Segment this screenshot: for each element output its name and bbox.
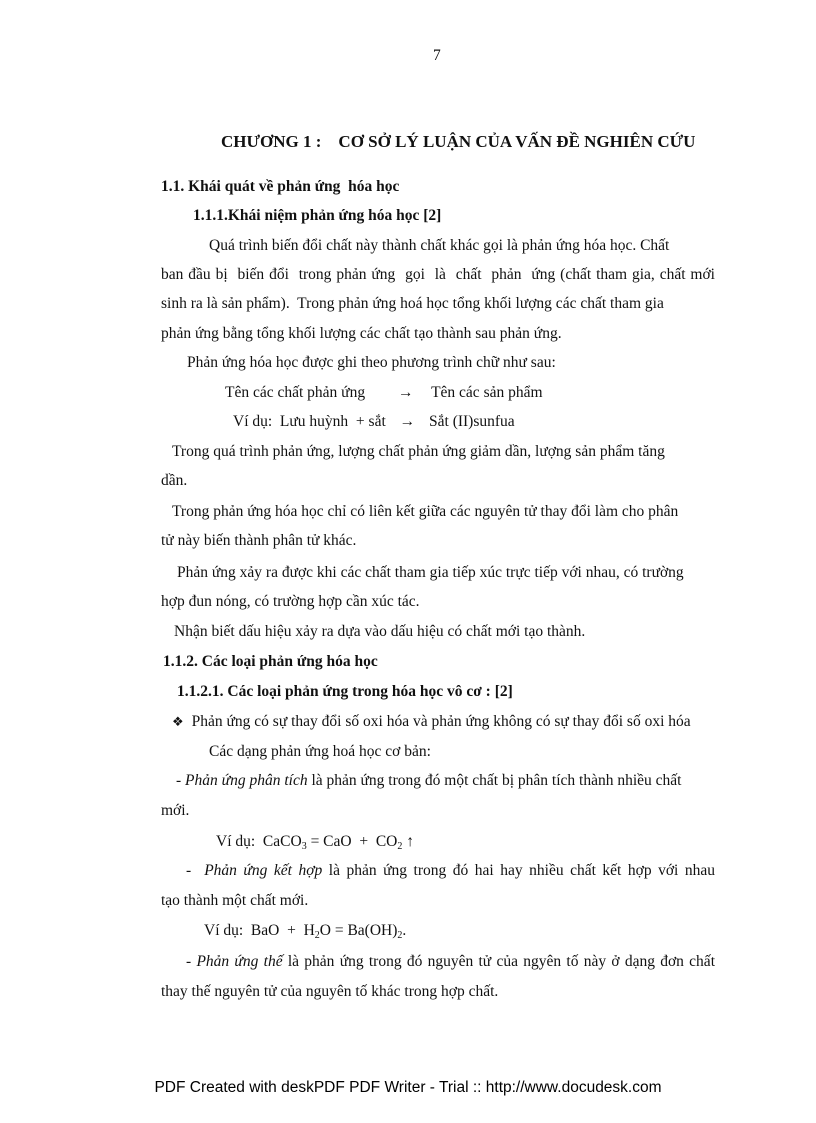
equation-reactants: Tên các chất phản ứng — [225, 384, 366, 401]
example-suffix: ↑ — [402, 833, 414, 850]
subscript: 2 — [314, 930, 320, 941]
example-prefix: Ví dụ: CaCO — [216, 833, 302, 850]
list-dash: - — [186, 862, 205, 879]
definition-combination — [186, 861, 715, 881]
example-mid: = CaO + CO — [306, 833, 398, 850]
example-reactants: Ví dụ: Lưu huỳnh + sắt — [233, 413, 386, 430]
paragraph-line: hợp đun nóng, có trường hợp cần xúc tác. — [161, 593, 420, 610]
paragraph-line: tạo thành một chất mới. — [161, 892, 309, 909]
subscript: 2 — [397, 930, 403, 941]
paragraph-line: Trong phản ứng hóa học chỉ có liên kết giữa các nguyên tử thay đổi làm cho phân — [172, 503, 679, 520]
arrow-icon: → — [399, 413, 416, 430]
pdf-watermark-footer: PDF Created with deskPDF PDF Writer - Trial :: http://www.docudesk.com — [154, 1079, 662, 1096]
paragraph-line: sinh ra là sản phẩm). Trong phản ứng hoá học tổng khối lượng các chất tham gia — [161, 295, 664, 312]
list-dash: - — [176, 772, 186, 789]
paragraph-line: Các dạng phản ứng hoá học cơ bản: — [209, 743, 431, 760]
example-prefix: Ví dụ: BaO + H — [204, 922, 315, 939]
arrow-icon: → — [397, 384, 414, 401]
definition-decomposition — [176, 771, 681, 791]
example-suffix: . — [402, 922, 407, 939]
paragraph-line: Quá trình biến đổi chất này thành chất khác gọi là phản ứng hóa học. Chất — [209, 237, 670, 254]
paragraph-line: Nhận biết dấu hiệu xảy ra dựa vào dấu hiệu có chất mới tạo thành. — [174, 623, 586, 640]
definition-substitution — [186, 952, 715, 972]
page-number: 7 — [433, 47, 441, 64]
paragraph-line: tử này biến thành phân tử khác. — [161, 532, 357, 549]
definition-text: là phản ứng trong đó nguyên tử của ngyên tố này ở dạng đơn chất — [282, 953, 715, 970]
example-product: Sắt (II)sunfua — [429, 413, 515, 430]
definition-text: là phản ứng trong đó hai hay nhiều chất kết hợp với nhau — [322, 862, 715, 879]
term-substitution: Phản ứng thế — [196, 953, 283, 970]
paragraph-line: mới. — [161, 802, 190, 819]
paragraph-line: dần. — [161, 472, 188, 489]
paragraph-line: thay thế nguyên tử của nguyên tố khác trong hợp chất. — [161, 983, 499, 1000]
equation-example — [233, 412, 515, 432]
example-mid: O = Ba(OH) — [319, 922, 398, 939]
paragraph-line: phản ứng bằng tổng khối lượng các chất tạo thành sau phản ứng. — [161, 325, 562, 342]
paragraph-line: Phản ứng xảy ra được khi các chất tham gia tiếp xúc trực tiếp với nhau, có trường — [177, 564, 684, 581]
example-decomposition — [216, 832, 414, 857]
bullet-text: Phản ứng có sự thay đổi số oxi hóa và phản ứng không có sự thay đổi số oxi hóa — [191, 713, 691, 730]
definition-text: là phản ứng trong đó một chất bị phân tích thành nhiều chất — [307, 772, 682, 789]
bullet-item — [172, 712, 691, 733]
paragraph-line: Phản ứng hóa học được ghi theo phương trình chữ như sau: — [187, 354, 556, 371]
term-combination: Phản ứng kết hợp — [204, 862, 323, 879]
subscript: 2 — [397, 841, 403, 852]
subscript: 3 — [301, 841, 307, 852]
paragraph-line: ban đầu bị biến đổi trong phản ứng gọi là chất phản ứng (chất tham gia, chất mới — [161, 266, 715, 283]
list-dash: - — [186, 953, 197, 970]
section-1-1-2-heading: 1.1.2. Các loại phản ứng hóa học — [163, 653, 378, 670]
diamond-bullet-icon: ❖ — [172, 715, 184, 730]
example-combination — [204, 921, 406, 946]
term-decomposition: Phản ứng phân tích — [185, 772, 308, 789]
chapter-title: CHƯƠNG 1 : CƠ SỞ LÝ LUẬN CỦA VẤN ĐỀ NGHIÊN CỨU — [221, 132, 696, 151]
section-1-1-heading: 1.1. Khái quát về phản ứng hóa học — [161, 178, 400, 195]
paragraph-line: Trong quá trình phản ứng, lượng chất phản ứng giảm dần, lượng sản phẩm tăng — [172, 443, 665, 460]
equation-general — [225, 383, 543, 403]
section-1-1-1-heading: 1.1.1.Khái niệm phản ứng hóa học [2] — [193, 207, 442, 224]
equation-products: Tên các sản phẩm — [431, 384, 543, 401]
section-1-1-2-1-heading: 1.1.2.1. Các loại phản ứng trong hóa học vô cơ : [2] — [177, 683, 513, 700]
